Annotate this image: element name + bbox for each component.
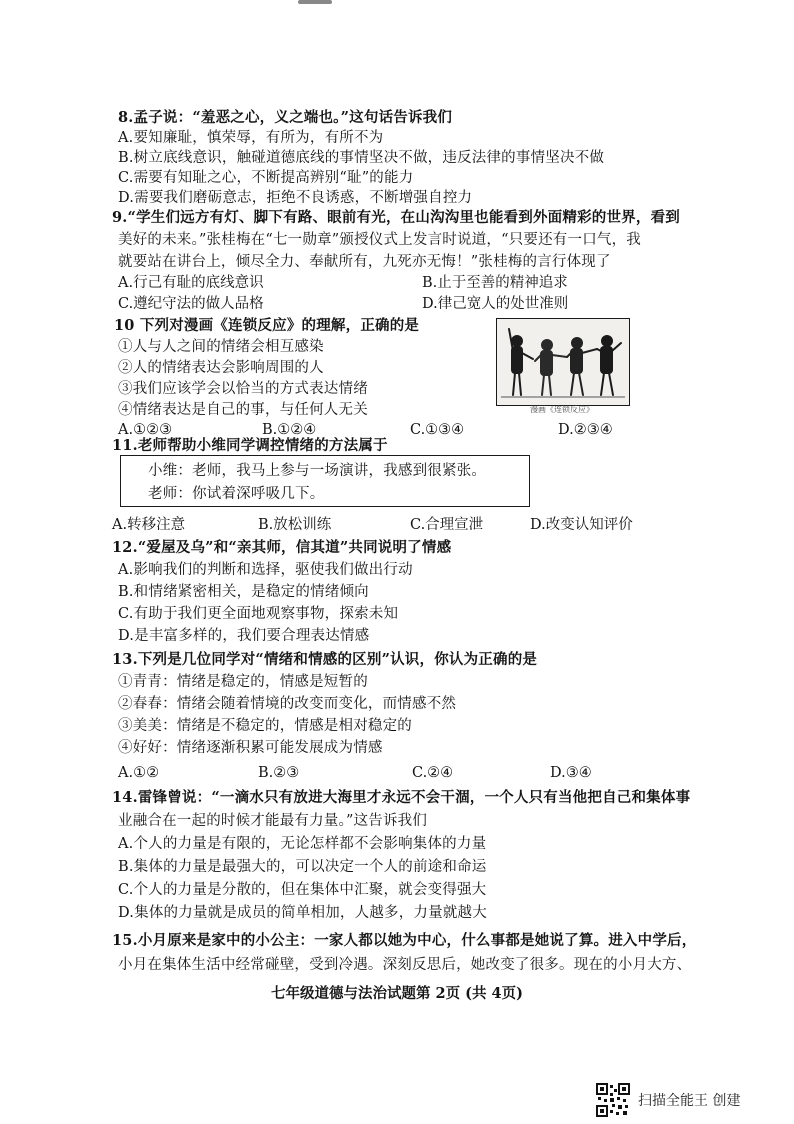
- q10-option-b: B.①②④: [262, 422, 317, 438]
- q15-stem-line2: 小月在集体生活中经常碰壁，受到冷遇。深刻反思后，她改变了很多。现在的小月大方、: [118, 957, 692, 973]
- q11-option-d: D.改变认知评价: [530, 517, 633, 533]
- q11-option-c: C.合理宣泄: [410, 517, 484, 533]
- q8-option-a: A.要知廉耻，慎荣辱，有所为，有所不为: [118, 130, 384, 146]
- q9-option-d: D.律己宽人的处世准则: [422, 296, 569, 312]
- q13-statement-4: ④好好：情绪逐渐积累可能发展成为情感: [118, 740, 383, 756]
- q14-stem-line2: 业融合在一起的时候才能最有力量。”这告诉我们: [118, 813, 428, 829]
- q12-option-a: A.影响我们的判断和选择，驱使我们做出行动: [118, 562, 413, 578]
- q11-option-a: A.转移注意: [112, 517, 186, 533]
- q10-stem: 10 下列对漫画《连锁反应》的理解，正确的是: [114, 317, 420, 334]
- q14-option-a: A.个人的力量是有限的，无论怎样都不会影响集体的力量: [118, 836, 487, 852]
- q12-option-c: C.有助于我们更全面地观察事物，探索未知: [118, 606, 399, 622]
- q11-option-b: B.放松训练: [258, 517, 332, 533]
- q13-statement-3: ③美美：情绪是不稳定的，情感是相对稳定的: [118, 718, 412, 734]
- q10-statement-2: ②人的情绪表达会影响周围的人: [118, 360, 324, 376]
- q10-statement-3: ③我们应该学会以恰当的方式表达情绪: [118, 381, 368, 397]
- qr-code-icon: [596, 1083, 630, 1117]
- scanner-label: 扫描全能王 创建: [638, 1093, 741, 1109]
- q13-stem: 13.下列是几位同学对“情绪和情感的区别”认识，你认为正确的是: [112, 651, 538, 668]
- q10-statement-4: ④情绪表达是自己的事，与任何人无关: [118, 402, 368, 418]
- q12-option-d: D.是丰富多样的，我们要合理表达情感: [118, 628, 370, 644]
- q10-option-c: C.①③④: [410, 422, 465, 438]
- q14-option-b: B.集体的力量是最强大的，可以决定一个人的前途和命运: [118, 859, 487, 875]
- q15-stem-line1: 15.小月原来是家中的小公主：一家人都以她为中心，什么事都是她说了算。进入中学后，: [112, 932, 697, 949]
- q14-stem-line1: 14.雷锋曾说：“一滴水只有放进大海里才永远不会干涸，一个人只有当他把自己和集体事: [112, 789, 691, 806]
- page-footer: 七年级道德与法治试题第 2页 (共 4页): [270, 985, 524, 1002]
- q13-option-c: C.②④: [412, 765, 454, 781]
- q9-stem-line1: 9.“学生们远方有灯、脚下有路、眼前有光，在山沟沟里也能看到外面精彩的世界，看到: [112, 209, 680, 226]
- q12-option-b: B.和情绪紧密相关，是稳定的情绪倾向: [118, 584, 369, 600]
- q9-option-c: C.遵纪守法的做人品格: [118, 296, 264, 312]
- q12-stem: 12.“爱屋及乌”和“亲其师，信其道”共同说明了情感: [112, 539, 452, 556]
- q11-dialog-xiaowei: 小维：老师，我马上参与一场演讲，我感到很紧张。: [148, 463, 487, 479]
- q13-statement-1: ①青青：情绪是稳定的，情感是短暂的: [118, 674, 368, 690]
- chain-reaction-comic: [496, 318, 630, 406]
- q10-option-a: A.①②③: [118, 422, 173, 438]
- q13-option-b: B.②③: [258, 765, 300, 781]
- q8-option-b: B.树立底线意识，触碰道德底线的事情坚决不做，违反法律的事情坚决不做: [118, 150, 605, 166]
- q14-option-d: D.集体的力量就是成员的简单相加，人越多，力量就越大: [118, 905, 487, 921]
- q13-option-a: A.①②: [118, 765, 160, 781]
- q8-option-c: C.需要有知耻之心，不断提高辨别“耻”的能力: [118, 170, 414, 186]
- q13-option-d: D.③④: [550, 765, 592, 781]
- q11-dialog-teacher: 老师：你试着深呼吸几下。: [148, 486, 325, 502]
- q13-statement-2: ②春春：情绪会随着情境的改变而变化，而情感不然: [118, 696, 457, 712]
- q9-option-b: B.止于至善的精神追求: [422, 275, 568, 291]
- q10-statement-1: ①人与人之间的情绪会相互感染: [118, 339, 324, 355]
- q10-option-d: D.②③④: [558, 422, 613, 438]
- q11-stem: 11.老师帮助小维同学调控情绪的方法属于: [112, 437, 388, 454]
- comic-caption: 漫画《连锁反应》: [530, 405, 594, 414]
- scanner-watermark: [596, 1083, 740, 1117]
- scan-edge-mark: [298, 0, 332, 4]
- q9-stem-line2: 美好的未来。”张桂梅在“七一勋章”颁授仪式上发言时说道，“只要还有一口气，我: [118, 232, 641, 248]
- comic-figures-illustration: [497, 319, 629, 405]
- q14-option-c: C.个人的力量是分散的，但在集体中汇聚，就会变得强大: [118, 882, 487, 898]
- q8-option-d: D.需要我们磨砺意志，拒绝不良诱惑，不断增强自控力: [118, 190, 473, 206]
- q9-stem-line3: 就要站在讲台上，倾尽全力、奉献所有，九死亦无悔！”张桂梅的言行体现了: [118, 254, 611, 270]
- q9-option-a: A.行己有耻的底线意识: [118, 275, 264, 291]
- q8-stem: 8.孟子说：“羞恶之心，义之端也。”这句话告诉我们: [118, 109, 453, 126]
